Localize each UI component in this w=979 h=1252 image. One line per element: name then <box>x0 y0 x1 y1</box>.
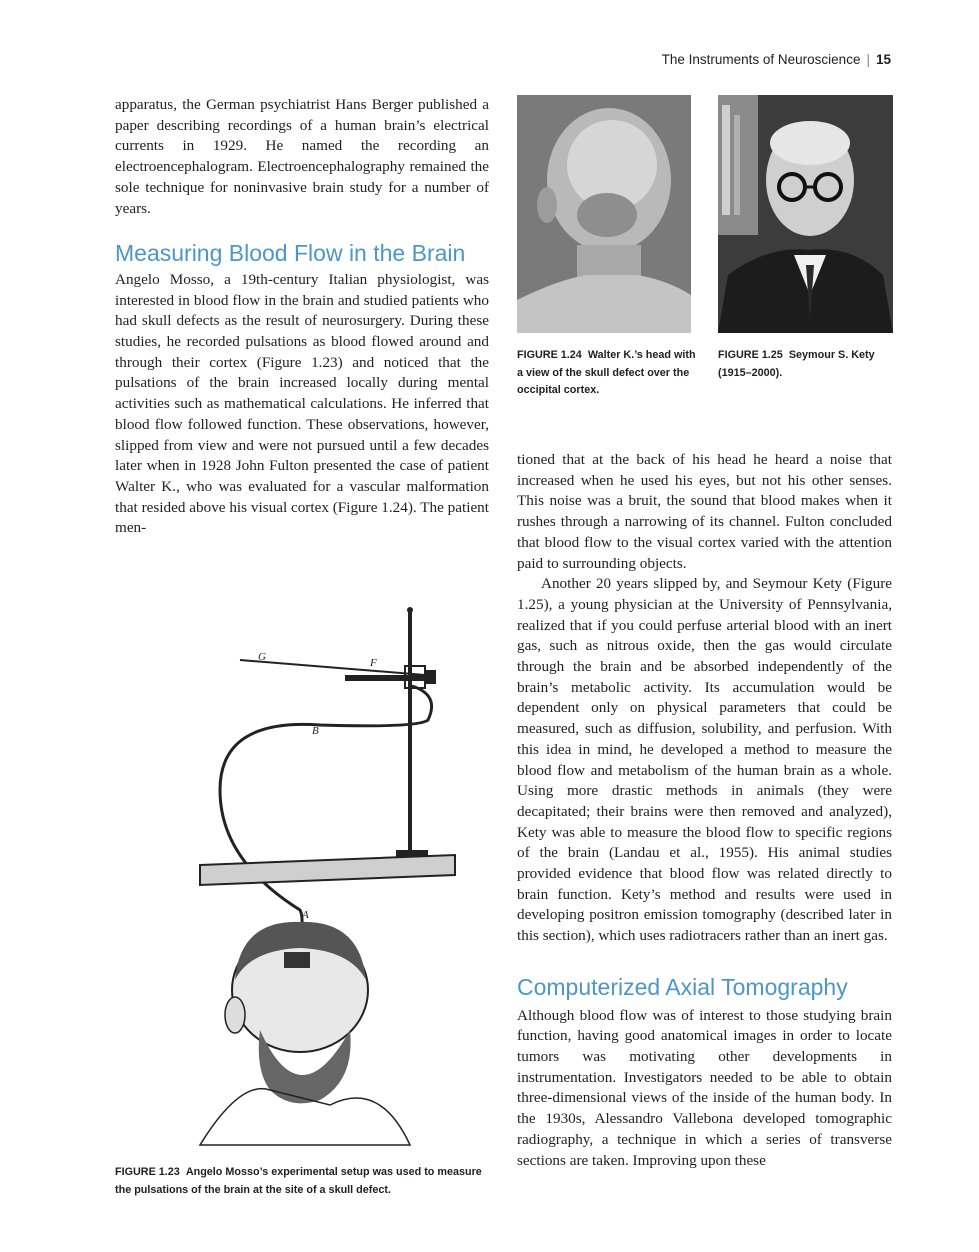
figure-1-23-label: FIGURE 1.23 <box>115 1166 180 1178</box>
mosso-apparatus-illustration <box>180 600 480 1152</box>
cat-paragraph: Although blood flow was of interest to those studying brain function, having good anatomical images in order to locate tumors was motivating other developments in instrumentation. Investigators needed to be able to obtain three-dimensional views of the inside of the human body. In the 1930s, Alessandro Vallebona developed tomographic radiography, a technique in which a series of transverse sections are taken. Improving upon these <box>517 1006 892 1169</box>
seymour-kety-portrait <box>718 95 893 333</box>
mosso-setup-engraving <box>180 600 480 1152</box>
blood-flow-paragraph-2: Another 20 years slipped by, and Seymour Kety (Figure 1.25), a young physician at the University of Pennsylvania, realized that if you could perfuse arterial blood with an inert gas, such as nitrous oxide, then the gas would circulate through the brain and be absorbed independently of the brain’s metabolic activity. Its accumulation would be dependent only on physical parameters that could be measured, such as diffusion, solubility, and perfusion. With this idea in mind, he developed a method to measure the blood flow and metabolism of the human brain as a whole. Using more drastic methods in animals (they were decapitated; their brains were then removed and analyzed), Kety was able to measure the blood flow to specific regions of the brain (Landau et al., 1955). His animal studies provided evidence that blood flow was related directly to brain function. Kety’s method and results were used in developing positron emission tomography (described later in this section), which uses radiotracers rather than an inert gas. <box>517 575 892 945</box>
figure-1-25-caption <box>718 347 898 382</box>
figure-1-25-text: Seymour S. Kety (1915–2000). <box>718 349 875 379</box>
label-b: B <box>312 725 319 737</box>
blood-flow-paragraph-1: Angelo Mosso, a 19th-century Italian physiologist, was interested in blood flow in the brain and studied patients who had skull defects as the result of neurosurgery. During these studies, he recorded pulsations as blood flowed around and through their cortex (Figure 1.23) and noticed that the pulsations of the brain increased locally during mental activities such as mathematical calculations. He inferred that blood flow followed function. These observations, however, slipped from view and were not pursued until a few decades later when in 1928 John Fulton presented the case of patient Walter K., who was evaluated for a vascular malformation that resided above his visual cortex (Figure 1.24). The patient men- <box>115 270 489 537</box>
seymour-kety-photo <box>718 95 893 333</box>
running-header <box>662 52 891 67</box>
walter-k-head-photo <box>517 95 691 333</box>
page-number: 15 <box>875 52 891 67</box>
blood-flow-paragraph-1-continued: tioned that at the back of his head he heard a noise that increased when he used his eyes, but not his other senses. This noise was a bruit, the sound that blood makes when it rushes through a narrowing of its channel. Fulton concluded that blood flow to the visual cortex varied with the attention paid to surrounding objects. <box>517 451 892 572</box>
section-heading-blood-flow: Measuring Blood Flow in the Brain <box>115 240 466 267</box>
label-a: A <box>302 909 309 921</box>
left-column-top <box>115 95 489 539</box>
figure-1-25-label: FIGURE 1.25 <box>718 349 783 361</box>
figure-1-24-text: Walter K.’s head with a view of the skull defect over the occipital cortex. <box>517 349 696 396</box>
figure-1-24-label: FIGURE 1.24 <box>517 349 582 361</box>
figure-1-23-caption <box>115 1164 495 1199</box>
figure-1-24-caption <box>517 347 697 400</box>
label-g: G <box>258 651 266 663</box>
header-separator: | <box>866 52 870 67</box>
label-f: F <box>370 657 377 669</box>
walter-k-head-illustration <box>517 95 691 333</box>
figure-1-23-text: Angelo Mosso’s experimental setup was used to measure the pulsations of the brain at the site of a skull defect. <box>115 1166 482 1196</box>
section-heading-cat: Computerized Axial Tomography <box>517 973 848 1000</box>
right-column <box>517 450 892 1171</box>
intro-paragraph: apparatus, the German psychiatrist Hans Berger published a paper describing recordings of a human brain’s electrical currents in 1929. He named the recording an electroencephalogram. Electroencephalography remained the sole technique for noninvasive brain study for a number of years. <box>115 96 489 217</box>
running-title: The Instruments of Neuroscience <box>661 52 861 67</box>
